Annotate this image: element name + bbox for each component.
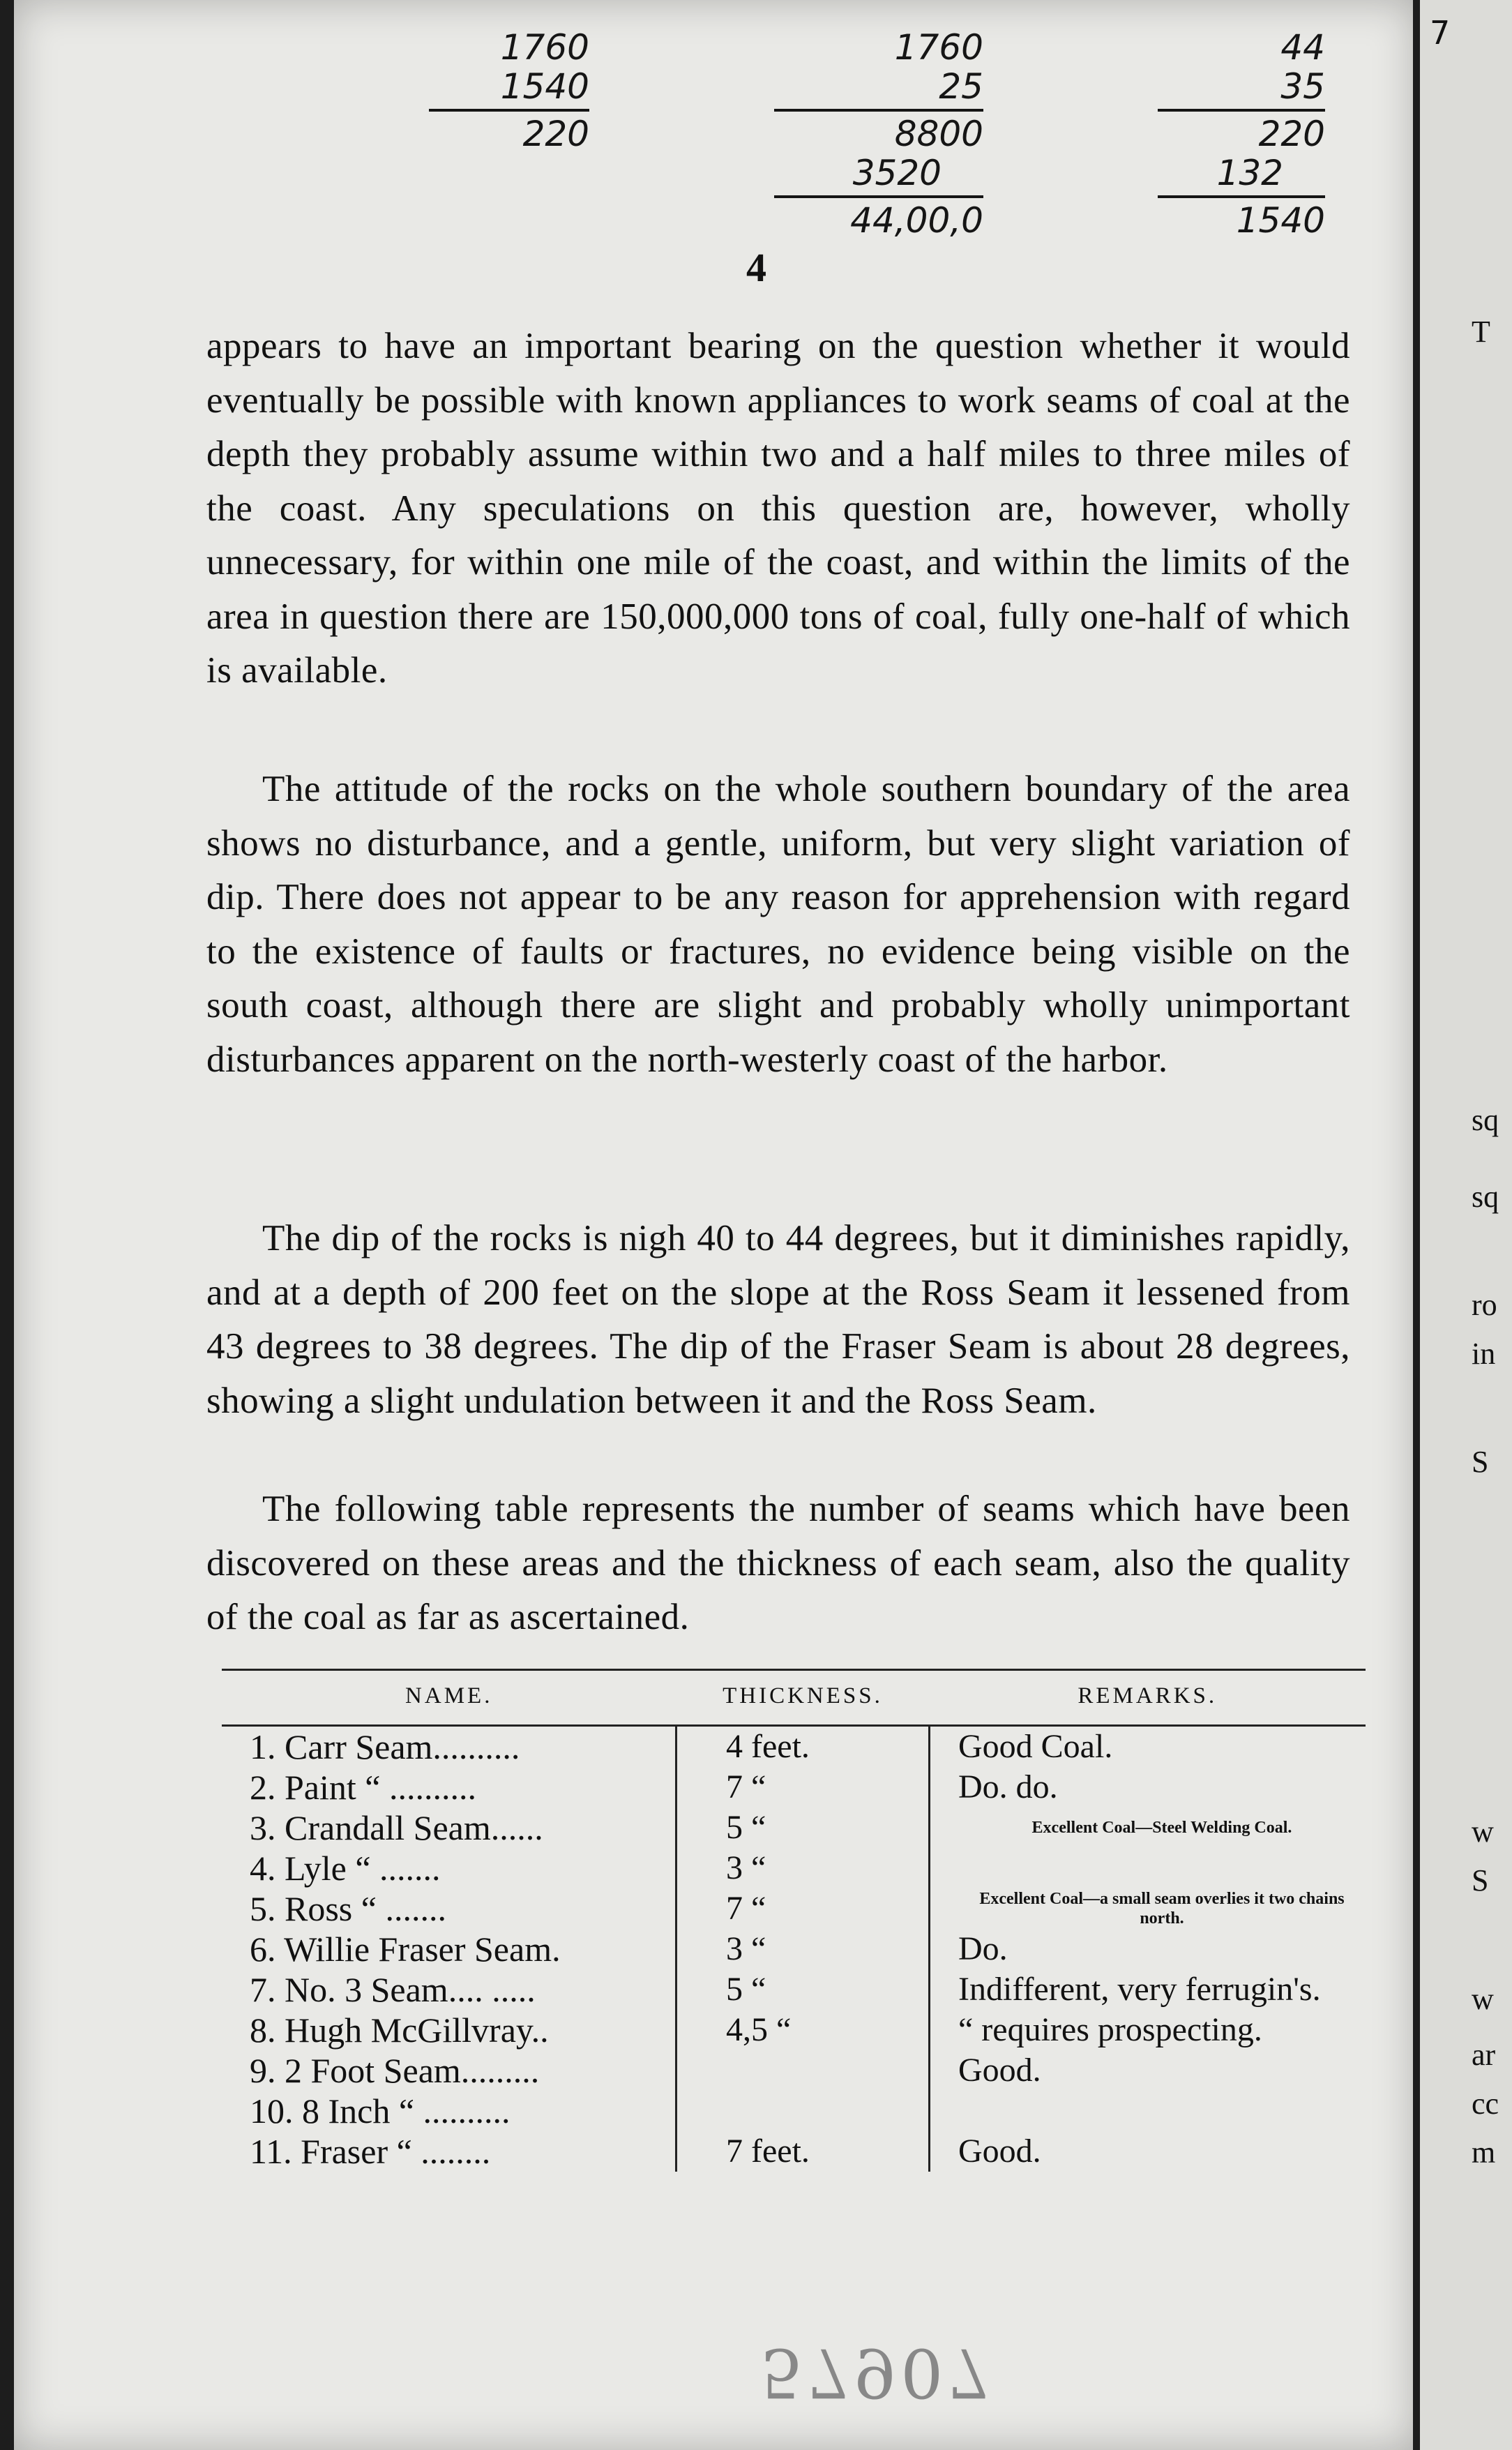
seam-name: 10. 8 Inch “ .......... [222,2091,676,2131]
seam-name: 11. Fraser “ ........ [222,2131,676,2172]
adjacent-page-fragment: ar [1472,2038,1496,2072]
seam-thickness: 3 “ [676,1929,930,1969]
adjacent-page-fragment: w [1472,1814,1494,1849]
seam-thickness: 4 feet. [676,1726,930,1768]
seam-thickness: 5 “ [676,1808,930,1848]
table-row [222,1726,1366,1768]
table-row [222,2050,1366,2091]
seam-thickness: 7 “ [676,1767,930,1808]
seam-remarks: Excellent Coal—a small seam overlies it two chains north. [979,1890,1345,1927]
seam-remarks: Do. do. [958,1768,1058,1805]
seam-remarks: Do. [958,1930,1008,1967]
adjacent-page-fragment: T [1472,315,1490,349]
seam-remarks: Indifferent, very ferrugin's. [958,1971,1321,2008]
seam-name: 7. No. 3 Seam.... ..... [222,1969,676,2010]
adjacent-page-fragment: sq [1472,1103,1499,1137]
adjacent-page-fragment: S [1472,1863,1489,1897]
adjacent-page-fragment: ro [1472,1288,1497,1322]
seam-remarks: Good. [958,2133,1041,2170]
seam-name: 4. Lyle “ ....... [222,1848,676,1888]
seam-thickness: 3 “ [676,1848,930,1888]
seam-remarks [930,1848,1366,1888]
seam-name: 9. 2 Foot Seam......... [222,2050,676,2091]
adjacent-page-fragment: in [1472,1337,1496,1371]
calculation-right: 44 35 220 132 1540 [1158,28,1325,240]
table-header-row [222,1670,1366,1726]
table-row [222,1767,1366,1808]
table-row [222,1848,1366,1888]
seam-name: 2. Paint “ .......... [222,1767,676,1808]
calculation-middle: 1760 25 8800 3520 44,00,0 [774,28,983,240]
seam-remarks: Good. [958,2052,1041,2089]
adjacent-page-fragment: sq [1472,1180,1499,1214]
seam-remarks [930,2091,1366,2131]
seam-name: 6. Willie Fraser Seam. [222,1929,676,1969]
table-row [222,1969,1366,2010]
table-row [222,2131,1366,2172]
page-number: 4 [746,245,766,290]
bleed-through-stamp: 57907 [760,2333,995,2412]
seam-thickness: 7 feet. [676,2131,930,2172]
paragraph-4: The following table represents the number of seams which have been discovered on these areas and the thickness of each seam, also the quality of the coal as far as ascertained. [206,1489,1350,1637]
table-row [222,2091,1366,2131]
calculation-left: 1760 1540 220 [429,28,589,153]
adjacent-page-fragment: S [1472,1445,1489,1479]
table-row [222,1808,1366,1848]
table-row [222,1888,1366,1929]
paragraph-2: The attitude of the rocks on the whole southern boundary of the area shows no disturbance, and a gentle, uniform, but very slight variation of dip. There does not appear to be any reason for apprehension with regard to the existence of faults or fractures, no evidence being visible on the south coast, although there are slight and probably wholly unimportant disturbances apparent on the north-westerly coast of the harbor. [206,769,1350,1080]
seam-name: 8. Hugh McGillvray.. [222,2010,676,2050]
seam-name: 3. Crandall Seam...... [222,1808,676,1848]
seam-thickness [676,2091,930,2131]
gutter-mark: 7 [1430,14,1451,52]
seam-name: 5. Ross “ ....... [222,1888,676,1929]
paragraph-1: appears to have an important bearing on the question whether it would eventually be possible with known appliances to work seams of coal at the depth they probably assume within two and a half miles to three miles of the coast. Any speculations on this question are, however, wholly unnecessary, for within one mile of the coast, and within the limits of the area in question there are 150,000,000 tons of coal, fully one-half of which is available. [206,326,1350,691]
adjacent-page-edge [1420,0,1512,2450]
header-name: NAME. [222,1670,676,1726]
seam-thickness: 7 “ [676,1888,930,1929]
seam-remarks: Good Coal. [958,1728,1113,1765]
seam-thickness: 5 “ [676,1969,930,2010]
adjacent-page-fragment: cc [1472,2087,1499,2121]
seam-name: 1. Carr Seam.......... [222,1726,676,1768]
paragraph-3: The dip of the rocks is nigh 40 to 44 degrees, but it diminishes rapidly, and at a depth of 200 feet on the slope at the Ross Seam it lessened from 43 degrees to 38 degrees. The dip of the Fraser Seam is about 28 degrees, showing a slight undulation between it and the Ross Seam. [206,1218,1350,1421]
adjacent-page-fragment: w [1472,1982,1494,2016]
adjacent-page-fragment: m [1472,2135,1496,2170]
header-thickness: THICKNESS. [676,1670,930,1726]
seam-remarks: “ requires prospecting. [958,2011,1262,2048]
seam-thickness [676,2050,930,2091]
header-remarks: REMARKS. [930,1670,1366,1726]
table-row [222,2010,1366,2050]
seam-thickness: 4,5 “ [676,2010,930,2050]
coal-seams-table [222,1669,1366,2172]
table-body [222,1726,1366,2172]
table-row [222,1929,1366,1969]
seam-remarks: Excellent Coal—Steel Welding Coal. [1031,1819,1292,1837]
